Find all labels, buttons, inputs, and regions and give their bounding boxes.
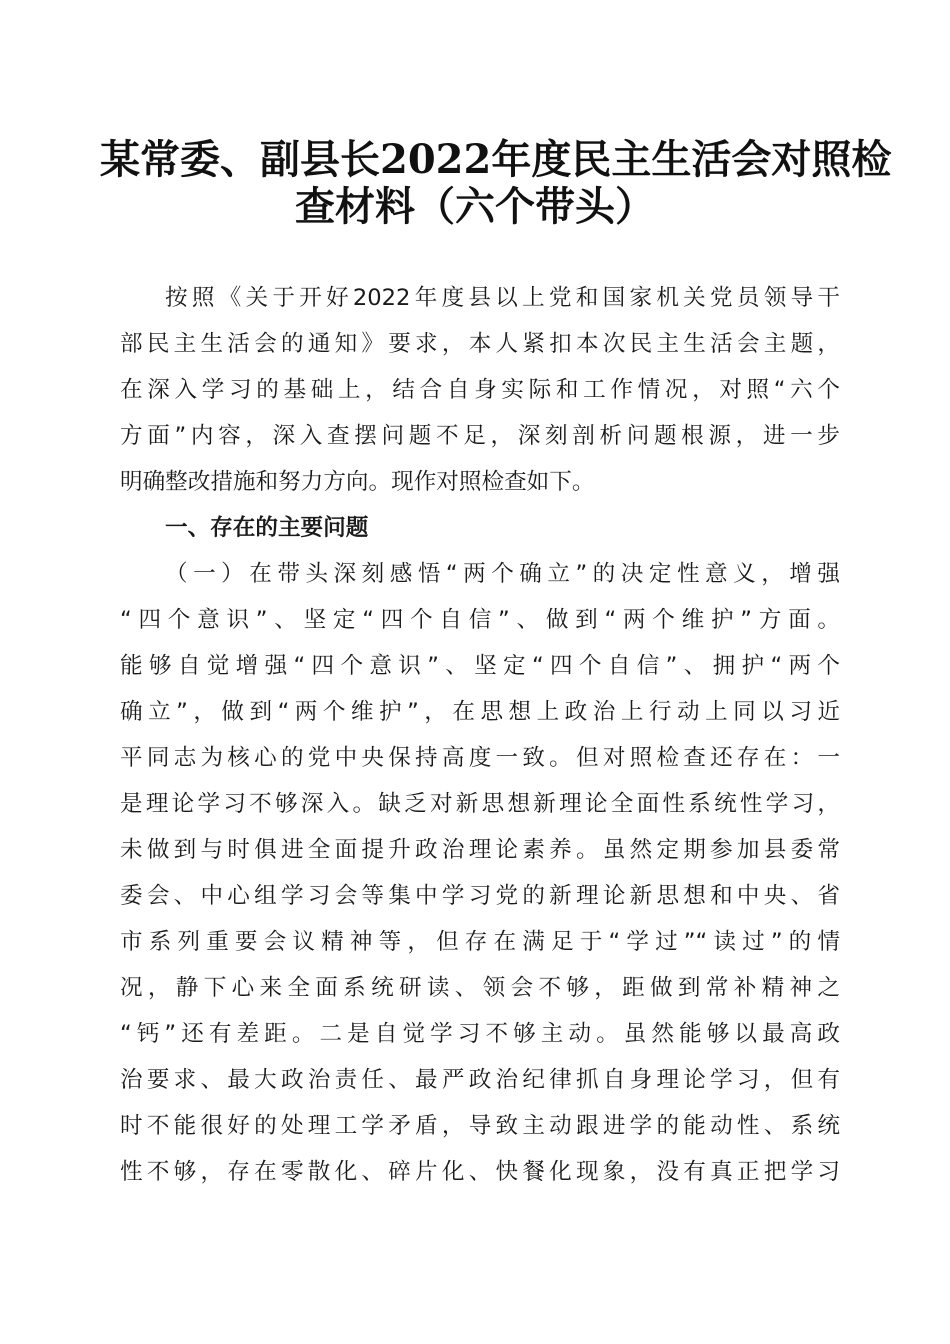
body-line: 确立”，做到“两个维护”，在思想上政治上行动上同以习近: [120, 699, 840, 725]
intro-line: 方面”内容，深入查摆问题不足，深刻剖析问题根源，进一步: [120, 423, 840, 449]
body-line: 平同志为核心的党中央保持高度一致。但对照检查还存在：一: [120, 745, 840, 771]
body-line: （一）在带头深刻感悟“两个确立”的决定性意义，增强: [165, 561, 840, 587]
document-title-line-2: 查材料（六个带头）: [295, 183, 655, 230]
intro-line: 在深入学习的基础上，结合自身实际和工作情况，对照“六个: [120, 377, 840, 403]
intro-line: 明确整改措施和努力方向。现作对照检查如下。: [120, 469, 595, 495]
body-line: 能够自觉增强“四个意识”、坚定“四个自信”、拥护“两个: [120, 653, 840, 679]
document-title-line-1: 某常委、副县长2022年度民主生活会对照检: [100, 136, 892, 183]
intro-line: 按照《关于开好2022年度县以上党和国家机关党员领导干: [165, 285, 840, 311]
section-heading: 一、存在的主要问题: [165, 515, 369, 541]
body-line: 时不能很好的处理工学矛盾，导致主动跟进学的能动性、系统: [120, 1113, 840, 1139]
body-line: 是理论学习不够深入。缺乏对新思想新理论全面性系统性学习，: [120, 791, 840, 817]
body-line: 委会、中心组学习会等集中学习党的新理论新思想和中央、省: [120, 883, 840, 909]
body-line: “四个意识”、坚定“四个自信”、做到“两个维护”方面。: [120, 607, 840, 633]
body-line: 性不够，存在零散化、碎片化、快餐化现象，没有真正把学习: [120, 1159, 840, 1185]
body-line: 未做到与时俱进全面提升政治理论素养。虽然定期参加县委常: [120, 837, 840, 863]
intro-line: 部民主生活会的通知》要求，本人紧扣本次民主生活会主题，: [120, 331, 840, 357]
body-line: 市系列重要会议精神等，但存在满足于“学过”“读过”的情: [120, 929, 840, 955]
body-line: 治要求、最大政治责任、最严政治纪律抓自身理论学习，但有: [120, 1067, 840, 1093]
body-line: 况，静下心来全面系统研读、领会不够，距做到常补精神之: [120, 975, 840, 1001]
body-line: “钙”还有差距。二是自觉学习不够主动。虽然能够以最高政: [120, 1021, 840, 1047]
